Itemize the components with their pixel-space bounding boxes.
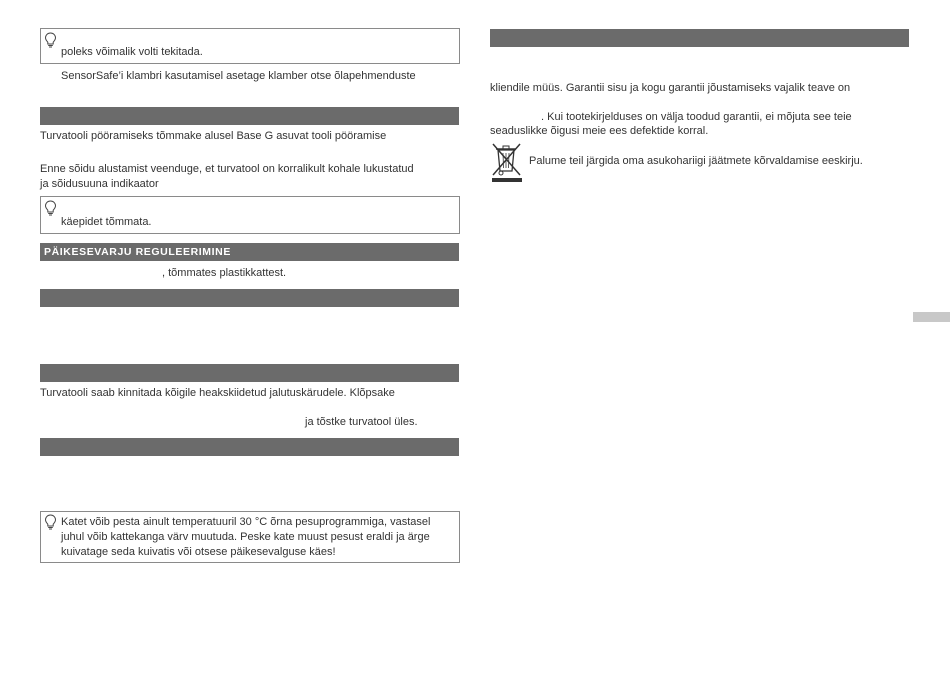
check-lock-instruction: Enne sõidu alustamist veenduge, et turvatool on korralikult kohale lukustatud (40, 163, 414, 175)
warranty-text-line-3: seaduslikke õigusi meie ees defektide korral. (490, 125, 709, 137)
section-header-bar-4 (40, 364, 459, 382)
warranty-text-line-1: kliendile müüs. Garantii sisu ja kogu garantii jõustamiseks vajalik teave on (490, 82, 851, 94)
crossed-bin-icon (490, 140, 524, 184)
tip-box-1 (40, 28, 460, 64)
washing-text-line-1: Katet võib pesta ainult temperatuuril 30 °C õrna pesuprogrammiga, vastasel (61, 516, 431, 528)
sunshade-instruction: , tõmmates plastikkattest. (162, 267, 287, 279)
section-header-bar-warranty (490, 29, 909, 47)
lightbulb-icon (44, 514, 57, 530)
tip-text-1: poleks võimalik volti tekitada. (61, 46, 203, 58)
section-header-bar-2 (40, 243, 459, 261)
stroller-attach-text: Turvatooli saab kinnitada kõigile heakskiidetud jalutuskärudele. Klõpsake (40, 387, 395, 399)
washing-text-line-3: kuivatage seda kuivatis või otsese päikesevalguse käes! (61, 546, 336, 558)
sensorsafe-paragraph: SensorSafe’i klambri kasutamisel asetage klamber otse õlapehmenduste (61, 70, 416, 82)
lift-seat-text: ja tõstke turvatool üles. (305, 416, 418, 428)
section-title-sunshade: PÄIKESEVARJU REGULEERIMINE (44, 246, 231, 258)
rotation-instruction: Turvatooli pööramiseks tõmmake alusel Base G asuvat tooli pööramise (40, 130, 387, 142)
direction-indicator-text: ja sõidusuuna indikaator (40, 178, 159, 190)
tip-box-2 (40, 196, 460, 234)
tip-box-washing (40, 511, 460, 563)
section-header-bar-5 (40, 438, 459, 456)
lightbulb-icon (44, 32, 57, 48)
lightbulb-icon (44, 200, 57, 216)
tip-text-2: käepidet tõmmata. (61, 216, 152, 228)
section-header-bar-1 (40, 107, 459, 125)
disposal-text: Palume teil järgida oma asukohariigi jäätmete kõrvaldamise eeskirju. (529, 155, 863, 167)
washing-text-line-2: juhul võib kattekanga värv muutuda. Peske kate muust pesust eraldi ja ärge (61, 531, 430, 543)
warranty-text-line-2: . Kui tootekirjelduses on välja toodud garantii, ei mõjuta see teie (541, 111, 852, 123)
section-header-bar-3 (40, 289, 459, 307)
chapter-tab-marker (913, 312, 950, 322)
